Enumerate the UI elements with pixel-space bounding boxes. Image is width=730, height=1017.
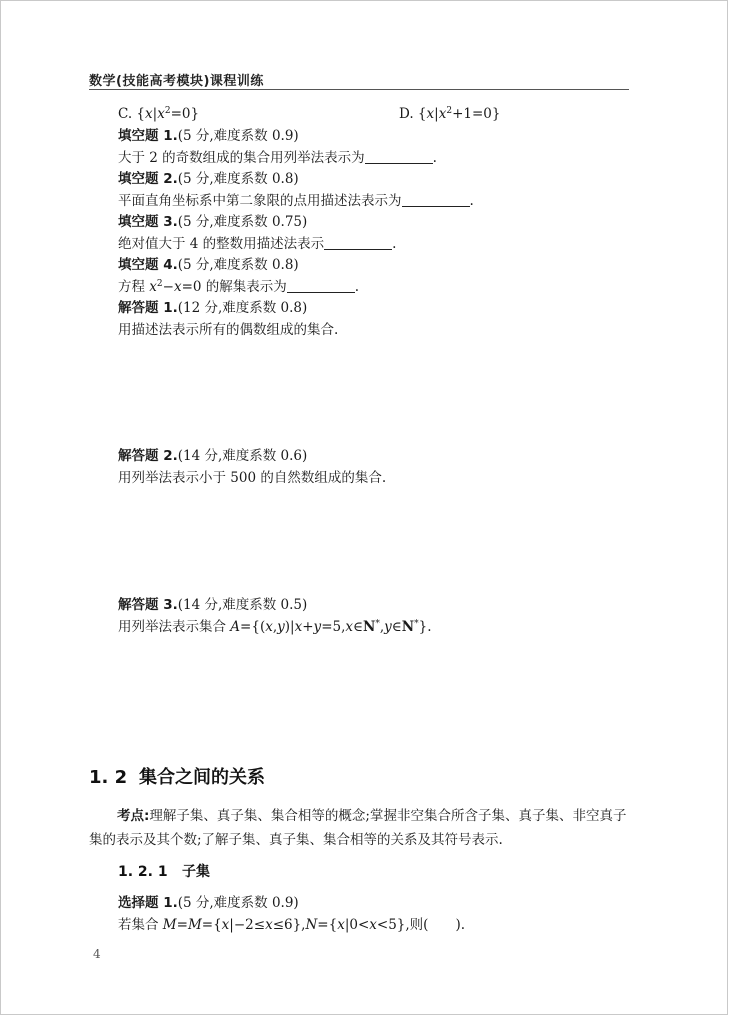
option-c-prefix: C. { <box>118 106 146 122</box>
fill-3-heading <box>118 213 307 231</box>
c1-x4: x <box>369 917 377 933</box>
header-rule <box>89 89 629 90</box>
a3-x2: x <box>294 619 303 635</box>
fill-3-end: . <box>392 236 397 252</box>
answer-1-label: 解答题 1. <box>118 300 178 316</box>
section-title: 集合之间的关系 <box>139 767 265 788</box>
subsection-title: 子集 <box>182 864 210 880</box>
a3-star1: * <box>375 619 380 629</box>
fill-2-text <box>118 192 474 210</box>
fill-4-heading <box>118 256 299 274</box>
answer-1-text: 用描述法表示所有的偶数组成的集合. <box>118 322 339 338</box>
answer-2-heading <box>118 447 307 465</box>
c1-eq1: = <box>176 917 188 933</box>
c1-part6: <5},则( ). <box>376 917 465 933</box>
fill-1-question: 大于 2 的奇数组成的集合用列举法表示为 <box>118 150 365 166</box>
fill-4-pre: 方程 <box>118 279 150 295</box>
fill-1-text <box>118 149 437 167</box>
choice-1-heading <box>118 894 299 912</box>
a3-comma2: , <box>379 619 385 635</box>
option-d-expr-var: x <box>438 106 447 122</box>
section-heading <box>89 763 265 789</box>
fill-4-meta: (5 分,难度系数 0.8) <box>177 257 299 273</box>
choice-1-text <box>118 916 465 934</box>
answer-3-meta: (14 分,难度系数 0.5) <box>177 597 308 613</box>
fill-1-heading <box>118 127 299 145</box>
c1-part1: ={ <box>201 917 222 933</box>
answer-3-heading <box>118 596 307 614</box>
option-c-sep: | <box>152 106 158 122</box>
c1-n: N <box>305 917 318 933</box>
subsection-number: 1. 2. 1 <box>118 864 168 880</box>
fill-2-label: 填空题 2. <box>118 171 178 187</box>
fill-3-question: 绝对值大于 4 的整数用描述法表示 <box>118 236 325 252</box>
fill-3-meta: (5 分,难度系数 0.75) <box>177 214 308 230</box>
fill-1-blank[interactable] <box>365 149 433 164</box>
answer-2-label: 解答题 2. <box>118 448 178 464</box>
a3-n2: N <box>401 619 415 635</box>
answer-1-heading <box>118 299 307 317</box>
option-c-sup: 2 <box>164 106 171 116</box>
c1-m1: M <box>162 917 177 933</box>
a3-set-var: A <box>230 619 241 635</box>
c1-x1: x <box>221 917 230 933</box>
a3-in1: ∈ <box>353 619 364 635</box>
fill-4-label: 填空题 4. <box>118 257 178 273</box>
option-d <box>399 105 500 123</box>
a3-eq: =5, <box>321 619 346 635</box>
a3-mid2: )| <box>284 619 295 635</box>
fill-2-heading <box>118 170 299 188</box>
a3-pre: 用列举法表示集合 <box>118 619 231 635</box>
a3-y3: y <box>384 619 392 635</box>
option-d-var: x <box>426 106 435 122</box>
option-c-expr-var: x <box>157 106 165 122</box>
c1-part4: ={ <box>317 917 338 933</box>
fill-2-end: . <box>469 193 474 209</box>
option-d-sep: | <box>434 106 439 122</box>
option-c-var: x <box>145 106 153 122</box>
fill-4-minus: − <box>162 279 174 295</box>
fill-4-text <box>118 278 359 296</box>
fill-4-blank[interactable] <box>287 278 355 293</box>
answer-2-text: 用列举法表示小于 500 的自然数组成的集合. <box>118 470 387 486</box>
key-points <box>89 804 629 852</box>
key-points-text: 理解子集、真子集、集合相等的概念;掌握非空集合所含子集、真子集、非空真子集的表示及其个数;了解子集、真子集、集合相等的关系及其符号表示. <box>89 808 627 848</box>
fill-4-end: . <box>354 279 360 295</box>
option-d-sup: 2 <box>446 106 453 116</box>
a3-star2: * <box>414 619 419 629</box>
a3-y2: y <box>313 619 322 635</box>
answer-3-label: 解答题 3. <box>118 597 178 613</box>
c1-part3: ≤6}, <box>272 917 306 933</box>
c1-x2: x <box>265 917 273 933</box>
a3-in2: ∈ <box>391 619 402 635</box>
a3-close: }. <box>418 619 432 635</box>
c1-part2: |−2≤ <box>229 917 266 933</box>
fill-4-var: x <box>149 279 157 295</box>
answer-3-text <box>118 618 432 636</box>
option-c <box>118 105 199 123</box>
fill-2-blank[interactable] <box>402 192 470 207</box>
fill-2-question: 平面直角坐标系中第二象限的点用描述法表示为 <box>118 193 402 209</box>
option-c-tail: =0} <box>170 106 200 122</box>
c1-x3: x <box>337 917 345 933</box>
fill-1-end: . <box>432 150 437 166</box>
page-number: 4 <box>93 947 101 961</box>
fill-3-label: 填空题 3. <box>118 214 178 230</box>
fill-3-blank[interactable] <box>324 235 392 250</box>
a3-mid: ={( <box>240 619 266 635</box>
fill-4-var2: x <box>173 279 182 295</box>
choice-1-label: 选择题 1. <box>118 895 178 911</box>
a3-n1: N <box>363 619 376 635</box>
key-points-label: 考点: <box>117 808 150 824</box>
c1-m2: M <box>187 917 202 933</box>
a3-x: x <box>265 619 273 635</box>
option-d-prefix: D. { <box>399 106 427 122</box>
fill-2-meta: (5 分,难度系数 0.8) <box>177 171 299 187</box>
answer-2-meta: (14 分,难度系数 0.6) <box>177 448 308 464</box>
fill-4-post: =0 的解集表示为 <box>181 279 287 295</box>
fill-1-meta: (5 分,难度系数 0.9) <box>177 128 299 144</box>
c1-part5: |0< <box>344 917 370 933</box>
a3-y: y <box>277 619 285 635</box>
fill-4-sup: 2 <box>156 279 163 289</box>
a3-comma: , <box>272 619 278 635</box>
running-header: 数学(技能高考模块)课程训练 <box>89 74 264 89</box>
a3-plus: + <box>302 619 314 635</box>
choice-1-meta: (5 分,难度系数 0.9) <box>177 895 299 911</box>
fill-1-label: 填空题 1. <box>118 128 178 144</box>
option-d-tail: +1=0} <box>452 106 501 122</box>
c1-pre: 若集合 <box>118 917 163 933</box>
a3-x3: x <box>345 619 354 635</box>
fill-3-text <box>118 235 396 253</box>
subsection-heading <box>118 861 210 881</box>
answer-1-meta: (12 分,难度系数 0.8) <box>177 300 308 316</box>
section-number: 1. 2 <box>89 767 128 788</box>
